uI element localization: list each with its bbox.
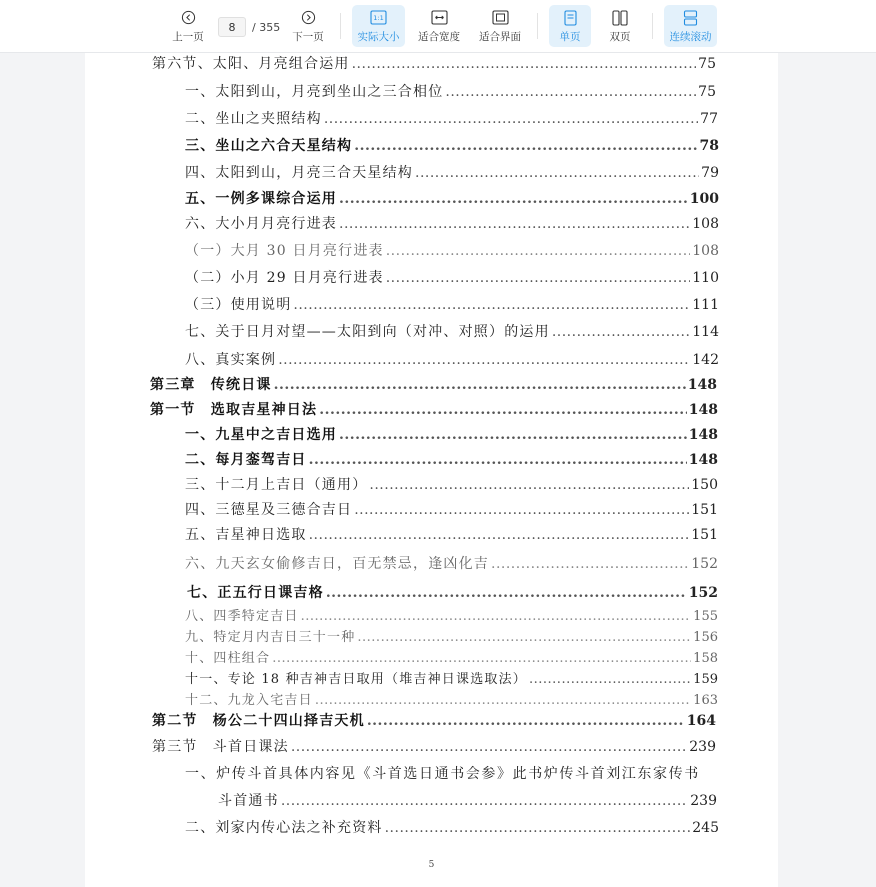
toc-entry-label: 六、九天玄女偷修吉日，百无禁忌，逢凶化吉 (185, 556, 489, 572)
toc-entry-label: 七、关于日月对望——太阳到向（对冲、对照）的运用 (185, 324, 550, 340)
toc-leader-dots (491, 556, 689, 572)
toc-entry-page: 108 (692, 216, 719, 232)
next-page-button[interactable] (286, 5, 330, 47)
toc-entry-label: 第二节 杨公二十四山择吉天机 (152, 713, 365, 729)
document-page (85, 52, 778, 887)
page-indicator (218, 17, 284, 37)
double-page-label: 双页 (609, 30, 631, 43)
toc-entry-page: 156 (693, 630, 718, 645)
actual-size-icon (370, 9, 387, 27)
toc-entry (185, 162, 719, 182)
toc-entry-label: 二、坐山之夹照结构 (185, 111, 322, 127)
toc-entry-label: 八、真实案例 (185, 352, 277, 368)
toc-entry-label: 五、吉星神日选取 (185, 527, 307, 543)
toc-entry-page: 164 (686, 713, 716, 729)
toolbar-divider (537, 13, 538, 39)
fit-width-button[interactable] (413, 5, 465, 47)
toc-entry (185, 240, 719, 260)
toc-leader-dots (315, 693, 691, 708)
toc-entry-label: 六、大小月月亮行进表 (185, 216, 337, 232)
toc-entry-page: 148 (688, 427, 718, 443)
toc-entry-label: 第六节、太阳、月亮组合运用 (152, 56, 350, 72)
toc-entry-label: 三、十二月上吉日（通用） (185, 477, 368, 493)
toc-leader-dots (386, 270, 691, 286)
toc-entry (185, 499, 718, 519)
double-page-button[interactable] (599, 5, 641, 47)
toc-entry-label: 十二、九龙入宅吉日 (185, 693, 313, 708)
toc-entry (185, 81, 716, 101)
toc-leader-dots (445, 84, 696, 100)
double-page-icon (612, 9, 628, 27)
toc-entry (185, 474, 718, 494)
toc-chapter-entry (150, 374, 717, 394)
toc-leader-dots (293, 297, 690, 313)
toc-leader-dots (339, 427, 687, 443)
toc-entry-page: 114 (692, 324, 719, 340)
toc-entry (185, 626, 718, 646)
toc-entry-page: 239 (690, 793, 717, 809)
actual-size-button[interactable] (352, 5, 405, 47)
toc-entry-label: 七、正五行日课吉格 (187, 585, 324, 601)
toc-leader-dots (272, 651, 691, 666)
toc-entry-label: 四、太阳到山，月亮三合天星结构 (185, 165, 413, 181)
toc-leader-dots (529, 672, 691, 687)
single-page-label: 单页 (559, 30, 581, 43)
toolbar-divider (340, 13, 341, 39)
toc-entry-label: 第一节 选取吉星神日法 (150, 402, 318, 418)
toc-entry-page: 148 (688, 402, 718, 418)
total-pages-label: / 355 (252, 20, 281, 34)
page-footer-number: 5 (428, 860, 435, 870)
toc-leader-dots (552, 324, 690, 340)
toc-entry-page: 150 (691, 477, 718, 493)
prev-page-label: 上一页 (172, 30, 204, 43)
toc-leader-dots (324, 111, 698, 127)
toc-leader-dots (301, 609, 692, 624)
toc-entry-label: 十一、专论 18 种吉神吉日取用（堆吉神日课选取法） (185, 672, 528, 687)
chevron-right-circle-icon (301, 9, 316, 27)
toc-leader-dots (339, 191, 688, 207)
fit-width-icon (431, 9, 448, 27)
toc-entry-page: 110 (692, 270, 719, 286)
toc-entry (185, 188, 719, 208)
current-page-input[interactable] (218, 17, 246, 37)
toc-entry-page: 111 (692, 297, 719, 313)
toc-entry-label: （三）使用说明 (185, 297, 292, 313)
toc-entry-page: 159 (693, 672, 718, 687)
toc-entry-label: 一、太阳到山，月亮到坐山之三合相位 (185, 84, 444, 100)
toc-entry (185, 424, 718, 444)
toc-entry-page: 78 (699, 138, 719, 154)
toc-entry-page: 79 (701, 165, 719, 181)
toc-entry-page: 77 (700, 111, 718, 127)
fit-width-label: 适合宽度 (418, 30, 460, 43)
toc-leader-dots (278, 352, 690, 368)
svg-text:1:1: 1:1 (373, 14, 384, 23)
toc-entry-label: 二、刘家内传心法之补充资料 (185, 820, 383, 836)
toc-leader-dots (352, 56, 697, 72)
toc-section-entry (150, 399, 718, 419)
toc-leader-dots (367, 713, 685, 729)
toc-entry-label: （一）大月 30 日月亮行进表 (185, 243, 384, 259)
toc-entry (152, 53, 716, 73)
toc-entry-page: 239 (689, 739, 716, 755)
toc-entry (185, 605, 718, 625)
toc-entry-page: 148 (688, 452, 718, 468)
toc-entry-label: 第三章 传统日课 (150, 377, 272, 393)
toc-entry (185, 267, 719, 287)
toc-entry-label: 九、特定月内吉日三十一种 (185, 630, 356, 645)
toc-entry (185, 135, 719, 155)
fit-page-icon (492, 9, 509, 27)
toc-leader-dots (309, 452, 687, 468)
toc-entry-page: 151 (691, 502, 718, 518)
toc-leader-dots (339, 216, 690, 232)
toc-leader-dots (291, 739, 687, 755)
actual-size-label: 实际大小 (357, 30, 400, 43)
single-page-icon (564, 9, 577, 27)
toc-entry (185, 449, 718, 469)
toc-leader-dots (369, 477, 689, 493)
toc-entry-page: 151 (691, 527, 718, 543)
toc-leader-dots (281, 793, 688, 809)
reader-toolbar (0, 0, 876, 53)
toc-entry-label: 五、一例多课综合运用 (185, 191, 337, 207)
toc-entry (185, 689, 718, 709)
prev-page-button[interactable] (166, 5, 210, 47)
toc-leader-dots (319, 402, 687, 418)
toc-section-entry (152, 736, 716, 756)
toc-entry (185, 349, 719, 369)
toc-leader-dots (386, 243, 691, 259)
toc-entry-label: 二、每月銮驾吉日 (185, 452, 307, 468)
fit-page-label: 适合界面 (479, 30, 521, 43)
toc-entry-label: 一、炉传斗首具体内容见《斗首选日通书会参》此书炉传斗首刘江东家传书 (185, 766, 700, 782)
continuous-scroll-icon (683, 9, 698, 27)
toc-entry (185, 817, 719, 837)
toc-entry (185, 213, 719, 233)
toc-leader-dots (357, 630, 691, 645)
toc-entry (185, 647, 718, 667)
toc-entry (187, 582, 718, 602)
toc-entry-label: （二）小月 29 日月亮行进表 (185, 270, 384, 286)
toc-entry-label: 三、坐山之六合天星结构 (185, 138, 353, 154)
toc-entry-page: 148 (687, 377, 717, 393)
toc-entry (185, 108, 718, 128)
chevron-left-circle-icon (181, 9, 196, 27)
toc-leader-dots (326, 585, 687, 601)
toc-leader-dots (354, 502, 689, 518)
toolbar-divider (652, 13, 653, 39)
single-page-button[interactable] (549, 5, 591, 47)
toc-entry-page: 75 (698, 84, 716, 100)
toc-entry-continuation (218, 790, 717, 810)
toc-entry-page: 75 (698, 56, 716, 72)
toc-leader-dots (354, 138, 697, 154)
toc-leader-dots (415, 165, 699, 181)
toc-leader-dots (385, 820, 691, 836)
toc-entry (185, 553, 718, 573)
toc-entry-page: 100 (689, 191, 719, 207)
toc-entry (185, 524, 718, 544)
toc-entry-page: 245 (692, 820, 719, 836)
toc-entry (185, 321, 719, 341)
toc-entry-page: 152 (688, 585, 718, 601)
toc-entry-label: 一、九星中之吉日选用 (185, 427, 337, 443)
toc-section-entry (152, 710, 716, 730)
toc-entry-label: 十、四柱组合 (185, 651, 271, 666)
toc-entry (185, 668, 718, 688)
toc-entry (185, 763, 718, 783)
toc-entry-label: 八、四季特定吉日 (185, 609, 299, 624)
continuous-scroll-label: 连续滚动 (669, 30, 712, 43)
fit-page-button[interactable] (474, 5, 526, 47)
toc-entry-label: 斗首通书 (218, 793, 279, 809)
toc-entry-page: 108 (692, 243, 719, 259)
toc-entry-page: 142 (692, 352, 719, 368)
toc-entry-page: 163 (693, 693, 718, 708)
toc-entry (185, 294, 719, 314)
toc-entry-label: 第三节 斗首日课法 (152, 739, 289, 755)
next-page-label: 下一页 (292, 30, 324, 43)
continuous-scroll-button[interactable] (664, 5, 717, 47)
toc-entry-page: 152 (691, 556, 718, 572)
toc-entry-label: 四、三德星及三德合吉日 (185, 502, 353, 518)
toc-entry-page: 158 (693, 651, 718, 666)
toc-leader-dots (274, 377, 686, 393)
toc-entry-page: 155 (693, 609, 718, 624)
toc-leader-dots (309, 527, 690, 543)
